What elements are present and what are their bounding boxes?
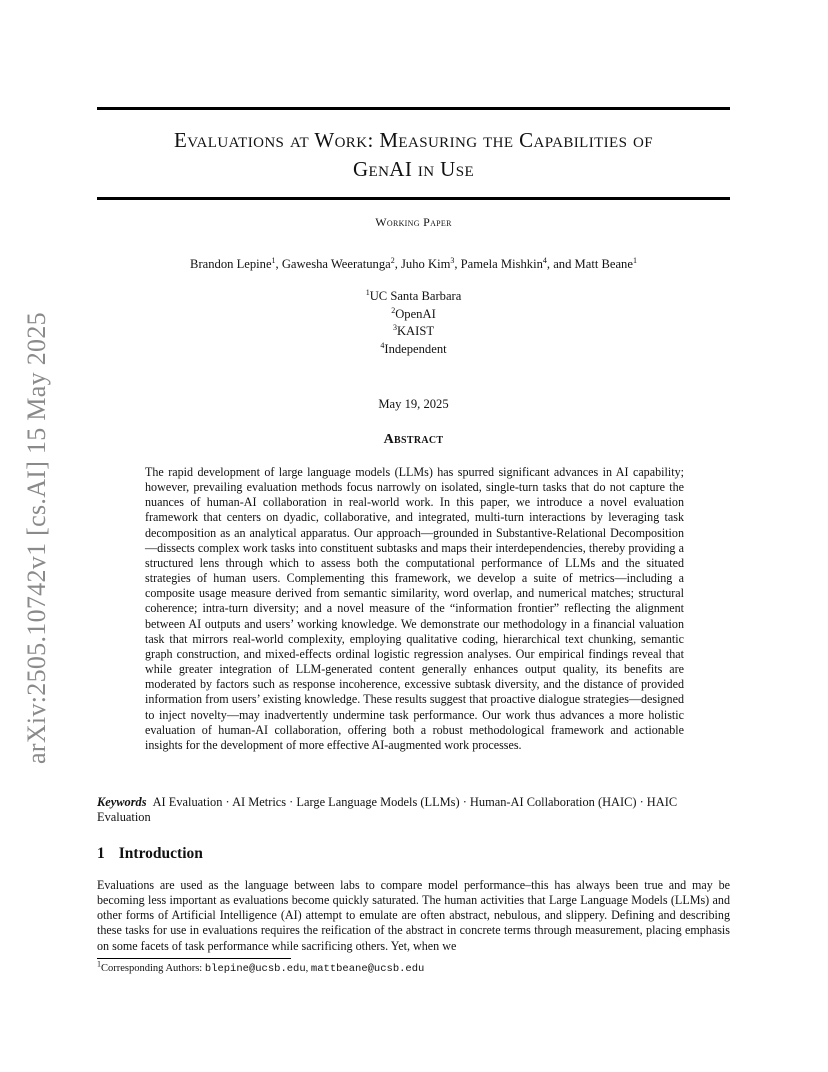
author: Gawesha Weeratunga$^2$ <box>281 255 395 271</box>
author: Matt Beane$^1$ <box>574 255 637 271</box>
section-title: Introduction <box>118 845 203 862</box>
author-list: Brandon Lepine$^1$, Gawesha Weeratunga$^2$, Juho Kim$^3$, Pamela Mishkin$^4$, and Matt Beane$^1$ <box>190 255 637 271</box>
email-link[interactable]: mattbeane@ucsb.edu <box>310 963 425 975</box>
paper-date: May 19, 2025 <box>378 397 449 411</box>
paper-title <box>97 126 730 184</box>
keywords <box>97 795 730 825</box>
title-line-1: Evaluations at Work: Measuring the Capabilities of <box>174 128 653 152</box>
affiliation: $^1$UC Santa Barbara <box>365 287 462 303</box>
affiliation-list <box>97 288 730 358</box>
author: Brandon Lepine$^1$ <box>190 255 276 271</box>
title-bottom-rule <box>97 197 730 200</box>
author: Juho Kim$^3$ <box>401 255 455 271</box>
abstract-heading: Abstract <box>383 432 444 447</box>
paper-subtitle: Working Paper <box>375 215 452 229</box>
affiliation: $^2$OpenAI <box>391 305 436 321</box>
affiliation: $^3$KAIST <box>392 322 435 338</box>
section-heading-introduction <box>97 845 203 863</box>
keywords-label: Keywords <box>97 795 147 809</box>
email-link[interactable]: blepine@ucsb.edu <box>204 963 306 975</box>
footnote: $^1$Corresponding Authors: blepine@ucsb.edu, mattbeane@ucsb.edu <box>97 959 425 975</box>
title-line-2: GenAI in Use <box>352 157 475 181</box>
abstract-body: The rapid development of large language models (LLMs) has spurred significant advances in AI capability; however, prevailing evaluation methods focus narrowly on isolated, single-turn tasks that do not capture the nuances of human-AI collaboration in real-world work. In this paper, we introduce a novel evaluation framework that centers on dyadic, collaborative, and integrated, multi-turn interactions by leveraging task decomposition as an analytical apparatus. Our approach—grounded in Substantive-Relational Decomposition—dissects complex work tasks into constituent subtasks and maps their interdependencies, thereby providing a structured lens through which to assess both the computational performance of LLMs and the situated strategies of human users. Complementing this framework, we develop a suite of metrics—including a composite usage measure derived from semantic similarity, word overlap, and numerical matches; structural coherence; intra-turn diversity; and a novel measure of the “information frontier” reflecting the alignment between AI outputs and users’ working knowledge. We demonstrate our methodology in a financial valuation task that mirrors real-world complexity, employing qualitative coding, hierarchical text chunking, semantic graph construction, and mixed-effects ordinal logistic regression analyses. Our empirical findings reveal that while greater integration of LLM-generated content generally enhances output quality, its benefits are moderated by factors such as response incoherence, excessive subtask diversity, and the distance of provided information from users’ existing knowledge. These results suggest that proactive dialogue strategies—designed to inject novelty—may inadvertently undermine task performance. Our work thus advances a more holistic evaluation of human-AI collaboration, offering both a robust methodological framework and actionable insights for the development of more effective AI-augmented work processes. <box>145 465 684 752</box>
introduction-paragraph: Evaluations are used as the language between labs to compare model performance–this has always been true and may be becoming less important as evaluations become quickly saturated. The human activities that Large Language Models (LLMs) and other forms of Artificial Intelligence (AI) attempt to emulate are often abstract, nebulous, and slippery. Defining and describing these tasks for use in evaluations requires the reification of the abstract in concrete terms through measurement, placing emphasis on some facets of task performance while sacrificing others. Yet, when we <box>97 878 730 953</box>
arxiv-id: arXiv:2505.10742v1 [cs.AI] 15 May 2025 <box>22 311 51 764</box>
arxiv-sidebar-stamp <box>22 300 52 775</box>
title-top-rule <box>97 107 730 110</box>
footnote-rule <box>97 958 291 959</box>
section-number: 1 <box>97 845 105 862</box>
author: Pamela Mishkin$^4$ <box>460 255 547 271</box>
keywords-text: AI Evaluation · AI Metrics · Large Language Models (LLMs) · Human-AI Collaboration (HAIC) · HAIC Evaluation <box>97 795 678 824</box>
affiliation: $^4$Independent <box>380 340 447 356</box>
